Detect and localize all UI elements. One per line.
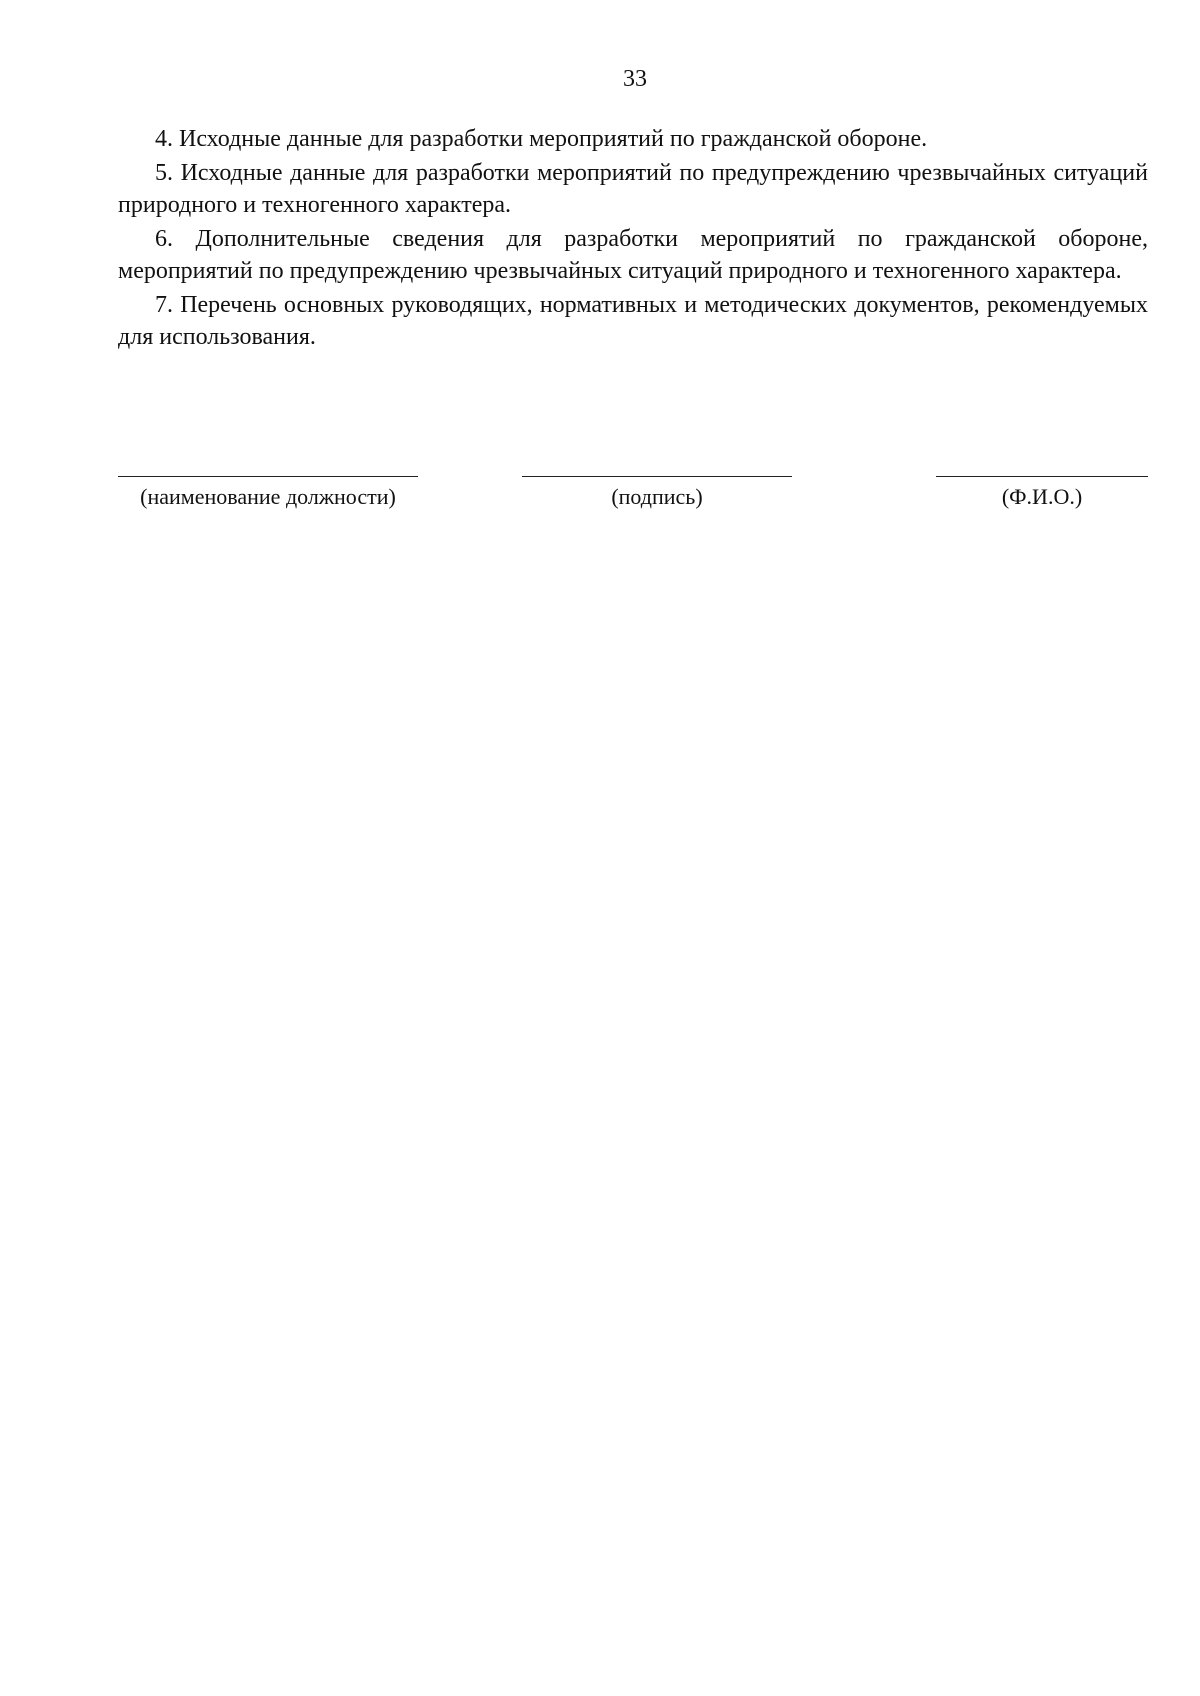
signature-caption: (подпись) <box>611 484 703 509</box>
item-text: Перечень основных руководящих, нормативных и методических документов, рекомендуемых для использования. <box>118 292 1148 350</box>
signature-field <box>522 476 792 511</box>
list-item <box>118 157 1148 221</box>
position-caption: (наименование должности) <box>140 484 396 509</box>
name-field <box>936 476 1148 511</box>
position-line <box>118 476 418 477</box>
item-number: 5. <box>155 160 173 186</box>
list-item <box>118 223 1148 287</box>
position-field <box>118 476 418 511</box>
item-text: Исходные данные для разработки мероприятий по предупреждению чрезвычайных ситуаций природного и техногенного характера. <box>118 160 1148 218</box>
signature-block <box>0 476 1200 536</box>
item-number: 7. <box>155 292 173 318</box>
item-number: 6. <box>155 226 173 252</box>
list-item <box>118 289 1148 353</box>
document-body <box>118 123 1148 355</box>
list-item <box>118 123 1148 155</box>
page-number: 33 <box>623 66 647 92</box>
item-text: Дополнительные сведения для разработки мероприятий по гражданской обороне, мероприятий по предупреждению чрезвычайных ситуаций природного и техногенного характера. <box>118 226 1148 284</box>
name-line <box>936 476 1148 477</box>
name-caption: (Ф.И.О.) <box>1001 484 1083 509</box>
item-text: Исходные данные для разработки мероприятий по гражданской обороне. <box>179 126 928 152</box>
signature-line <box>522 476 792 477</box>
item-number: 4. <box>155 126 173 152</box>
